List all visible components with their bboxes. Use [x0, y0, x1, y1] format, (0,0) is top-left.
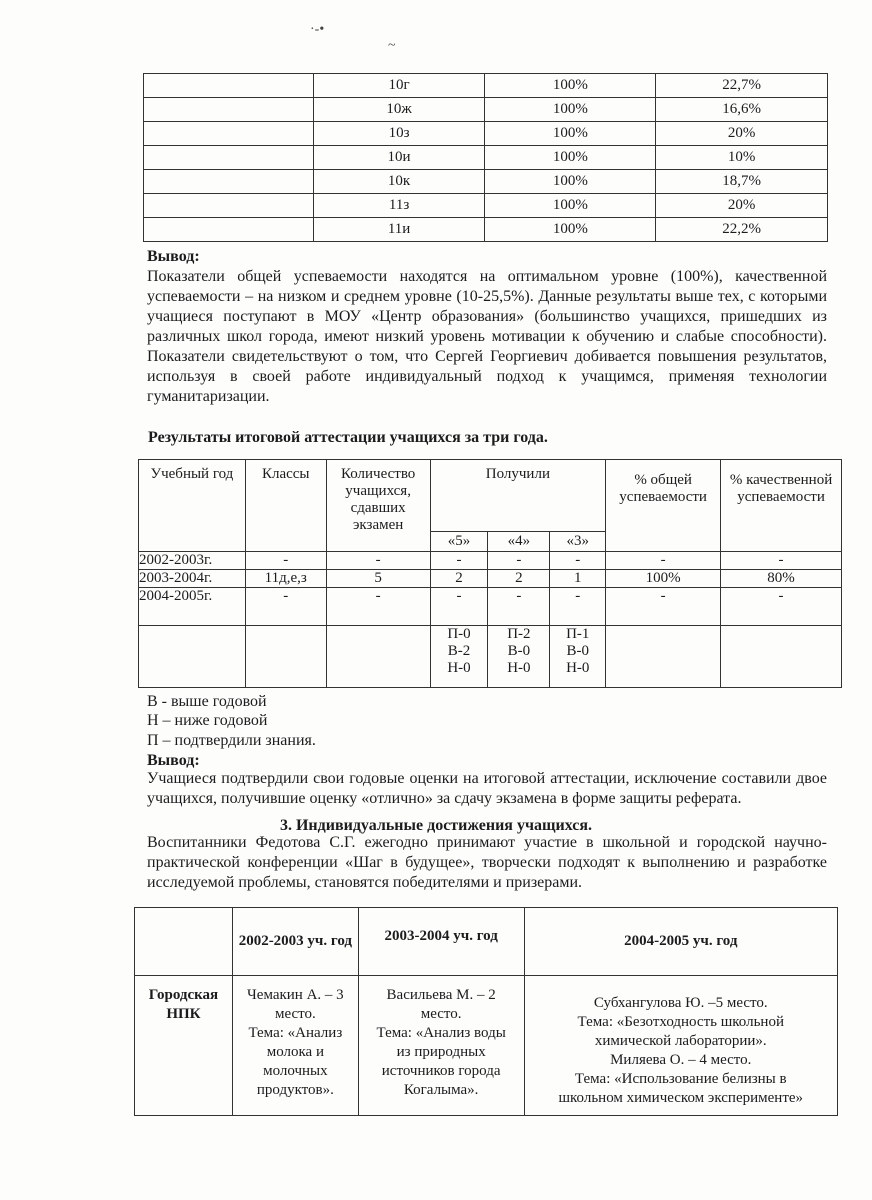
total-cell: 100% — [485, 74, 656, 98]
achievement-2002 — [232, 976, 358, 1116]
achievement-line: Миляева О. – 4 место. — [610, 1052, 752, 1068]
empty-cell — [144, 218, 314, 242]
count-cell: - — [326, 588, 430, 626]
header-count: Количество учащихся, сдавших экзамен — [326, 460, 430, 552]
total-cell: 100% — [485, 218, 656, 242]
count-cell — [326, 626, 430, 688]
table-row — [144, 122, 828, 146]
achievement-line: источников города — [381, 1063, 501, 1079]
grade-detail: Н-0 — [447, 660, 471, 676]
quality-cell: - — [721, 552, 842, 570]
table-row — [144, 98, 828, 122]
table-row — [144, 74, 828, 98]
classes-cell: - — [245, 588, 326, 626]
header-year: Учебный год — [139, 460, 246, 552]
quality-cell — [721, 626, 842, 688]
section-title: Результаты итоговой аттестации учащихся за три года. — [148, 429, 548, 446]
total-cell: 100% — [485, 194, 656, 218]
achievement-line: химической лаборатории». — [594, 1033, 767, 1049]
header-year-2: 2003-2004 уч. год — [358, 908, 524, 976]
achievement-line: Тема: «Безотходность школьной — [577, 1014, 784, 1030]
achievement-line: из природных — [396, 1044, 486, 1060]
table-row — [139, 626, 842, 688]
table-row — [144, 170, 828, 194]
classes-cell: 11д,е,з — [245, 570, 326, 588]
total-cell — [606, 626, 721, 688]
table-row — [139, 570, 842, 588]
class-cell: 10г — [313, 74, 485, 98]
achievement-2003 — [358, 976, 524, 1116]
achievements-table — [134, 907, 838, 1116]
total-cell: 100% — [606, 570, 721, 588]
table-row — [144, 194, 828, 218]
grade-detail: В-0 — [507, 643, 531, 659]
empty-cell — [144, 170, 314, 194]
header-received: Получили — [430, 460, 606, 532]
class-results-table — [143, 73, 828, 242]
achievement-line: место. — [420, 1006, 462, 1022]
class-cell: 10ж — [313, 98, 485, 122]
g3-cell: - — [550, 552, 606, 570]
table-row — [144, 146, 828, 170]
scan-mark: ·-• — [310, 22, 325, 37]
exam-results-table — [138, 459, 842, 688]
conclusion-text: Показатели общей успеваемости находятся на оптимальном уровне (100%), качественной успеваемости – на низком и среднем уровне (10-25,5%). Данные результаты выше тех, с которыми учащиеся поступают в МОУ «Центр образования» (большинство учащихся, пришедших из различных школ города, имеют низкий уровень мотивации к обучению и слабые способности). Показатели свидетельствуют о том, что Сергей Георгиевич добивается повышения результатов, используя в своей работе индивидуальный подход к учащимся, применяя технологии гуманитаризации. — [147, 268, 827, 405]
class-cell: 10з — [313, 122, 485, 146]
year-cell: 2003-2004г. — [139, 570, 246, 588]
achievement-line: Васильева М. – 2 — [386, 987, 496, 1003]
year-cell — [139, 626, 246, 688]
header-quality: % качественной успеваемости — [721, 460, 842, 552]
grade-detail: Н-0 — [507, 660, 531, 676]
empty-cell — [144, 194, 314, 218]
achievement-line: место. — [274, 1006, 316, 1022]
header-grade-3: «3» — [550, 532, 606, 552]
achievement-line: молока и — [266, 1044, 324, 1060]
achievement-line: Тема: «Анализ воды — [376, 1025, 506, 1041]
legend-item: П – подтвердили знания. — [147, 732, 316, 749]
quality-cell: 80% — [721, 570, 842, 588]
g4-cell: - — [488, 552, 550, 570]
grade-detail: Н-0 — [566, 660, 590, 676]
g4-cell: - — [488, 588, 550, 626]
class-cell: 10к — [313, 170, 485, 194]
g3-cell — [550, 626, 606, 688]
year-cell: 2004-2005г. — [139, 588, 246, 626]
total-cell: - — [606, 552, 721, 570]
quality-cell: 18,7% — [656, 170, 828, 194]
achievement-line: Тема: «Анализ — [248, 1025, 343, 1041]
legend-item: Н – ниже годовой — [147, 712, 268, 729]
header-total: % общей успеваемости — [606, 460, 721, 552]
row-label: Городская НПК — [135, 976, 233, 1116]
header-year-3: 2004-2005 уч. год — [524, 908, 837, 976]
quality-cell: 22,7% — [656, 74, 828, 98]
achievement-line: молочных — [263, 1063, 328, 1079]
grade-detail: В-0 — [566, 643, 589, 659]
g5-cell — [430, 626, 488, 688]
count-cell: 5 — [326, 570, 430, 588]
quality-cell: 20% — [656, 122, 828, 146]
empty-cell — [144, 74, 314, 98]
classes-cell: - — [245, 552, 326, 570]
grade-detail: П-2 — [507, 626, 531, 642]
section-text: Воспитанники Федотова С.Г. ежегодно принимают участие в школьной и городской научно-практической конференции «Шаг в будущее», творчески подходят к выполнению и разработке исследуемой проблемы, становятся победителями и призерами. — [147, 834, 827, 891]
achievement-line: Субхангулова Ю. –5 место. — [593, 995, 768, 1011]
empty-cell — [144, 122, 314, 146]
header-empty — [135, 908, 233, 976]
achievement-line: продуктов». — [256, 1082, 334, 1098]
g5-cell: - — [430, 552, 488, 570]
class-cell: 11и — [313, 218, 485, 242]
scan-mark: ~ — [388, 38, 396, 53]
header-year-1: 2002-2003 уч. год — [232, 908, 358, 976]
quality-cell: 10% — [656, 146, 828, 170]
quality-cell: 16,6% — [656, 98, 828, 122]
achievement-line: Чемакин А. – 3 — [247, 987, 344, 1003]
quality-cell: 22,2% — [656, 218, 828, 242]
grade-detail: П-0 — [447, 626, 471, 642]
total-cell: - — [606, 588, 721, 626]
g3-cell: 1 — [550, 570, 606, 588]
g5-cell: - — [430, 588, 488, 626]
grade-detail: П-1 — [566, 626, 590, 642]
empty-cell — [144, 98, 314, 122]
count-cell: - — [326, 552, 430, 570]
grade-detail: В-2 — [447, 643, 471, 659]
table-row — [144, 218, 828, 242]
table-row — [139, 552, 842, 570]
achievement-line: Когалыма». — [403, 1082, 479, 1098]
empty-cell — [144, 146, 314, 170]
section-title: 3. Индивидуальные достижения учащихся. — [279, 817, 592, 834]
total-cell: 100% — [485, 122, 656, 146]
header-grade-4: «4» — [488, 532, 550, 552]
g4-cell: 2 — [488, 570, 550, 588]
year-cell: 2002-2003г. — [139, 552, 246, 570]
total-cell: 100% — [485, 170, 656, 194]
legend-item: В - выше годовой — [147, 693, 267, 710]
g3-cell: - — [550, 588, 606, 626]
g5-cell: 2 — [430, 570, 488, 588]
conclusion-title: Вывод: — [147, 248, 200, 265]
total-cell: 100% — [485, 146, 656, 170]
total-cell: 100% — [485, 98, 656, 122]
g4-cell — [488, 626, 550, 688]
table-row — [139, 588, 842, 626]
conclusion-title: Вывод: — [147, 752, 200, 769]
class-cell: 11з — [313, 194, 485, 218]
class-cell: 10и — [313, 146, 485, 170]
achievement-line: школьном химическом эксперименте» — [558, 1090, 804, 1106]
achievement-2004 — [524, 976, 837, 1116]
quality-cell: 20% — [656, 194, 828, 218]
header-classes: Классы — [245, 460, 326, 552]
header-grade-5: «5» — [430, 532, 488, 552]
conclusion-text: Учащиеся подтвердили свои годовые оценки на итоговой аттестации, исключение составили двое учащихся, получившие оценку «отлично» за сдачу экзамена в форме защиты реферата. — [147, 770, 827, 807]
classes-cell — [245, 626, 326, 688]
achievement-line: Тема: «Использование белизны в — [574, 1071, 787, 1087]
quality-cell: - — [721, 588, 842, 626]
